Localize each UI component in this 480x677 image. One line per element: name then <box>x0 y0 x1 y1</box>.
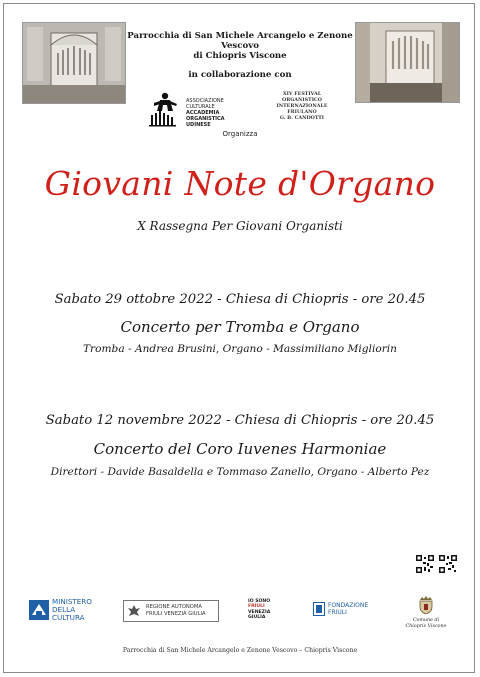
ministero-text: MINISTERO DELLA CULTURA <box>52 597 92 623</box>
qr-code-icon <box>439 555 457 573</box>
parish-name: Parrocchia di San Michele Arcangelo e Zenone Vescovo <box>127 31 353 51</box>
accademia-organistica-logo <box>146 91 242 127</box>
organizer-label: Organizza <box>222 130 258 138</box>
event-2-date: Sabato 12 novembre 2022 - Chiesa di Chiopris - ore 20.45 <box>45 413 435 428</box>
organ-photo-right <box>355 22 460 103</box>
event-title: Giovani Note d'Organo <box>44 164 436 203</box>
event-subtitle: X Rassegna Per Giovani Organisti <box>137 219 343 233</box>
fondazione-emblem-icon <box>313 602 325 616</box>
comune-chiopris-logo <box>404 596 448 629</box>
collaboration-label: in collaborazione con <box>188 70 292 80</box>
ministero-cultura-logo <box>29 598 111 624</box>
regione-text: REGIONE AUTONOMA FRIULI VENEZIA GIULIA <box>146 604 206 617</box>
festival-candotti-logo: XIV FESTIVAL ORGANISTICO INTERNAZIONALE FRIULANO G. B. CANDOTTI <box>276 91 328 121</box>
ministero-emblem-icon <box>29 600 49 620</box>
event-2-concert: Concerto del Coro Iuvenes Harmoniae <box>93 440 387 458</box>
event-2-performers: Direttori - Davide Basaldella e Tommaso Zanello, Organo - Alberto Pez <box>50 466 430 478</box>
fondazione-text: FONDAZIONE FRIULI <box>328 602 369 616</box>
parish-location: di Chiopris Viscone <box>193 51 287 61</box>
organist-silhouette-icon <box>146 91 184 127</box>
event-1-concert: Concerto per Tromba e Organo <box>120 318 360 336</box>
io-sono-fvg-logo: IO SONO FRIULI VENEZIA GIULIA <box>248 599 271 621</box>
regione-fvg-logo <box>123 600 219 622</box>
eagle-emblem-icon <box>127 604 141 618</box>
accademia-text: ASSOCIAZIONE CULTURALE ACCADEMIA ORGANISTICA UDINESE <box>186 98 225 128</box>
event-1-performers: Tromba - Andrea Brusini, Organo - Massimiliano Migliorin <box>82 343 397 355</box>
footer-credit: Parrocchia di San Michele Arcangelo e Zenone Vescovo – Chiopris Viscone <box>122 647 358 654</box>
municipal-crest-icon <box>418 596 434 614</box>
event-1-date: Sabato 29 ottobre 2022 - Chiesa di Chiopris - ore 20.45 <box>54 292 426 307</box>
qr-code-icon <box>416 555 434 573</box>
organ-photo-left <box>22 22 126 104</box>
fondazione-friuli-logo <box>313 601 383 619</box>
comune-text: Comune di Chiopris Viscone <box>405 618 447 629</box>
